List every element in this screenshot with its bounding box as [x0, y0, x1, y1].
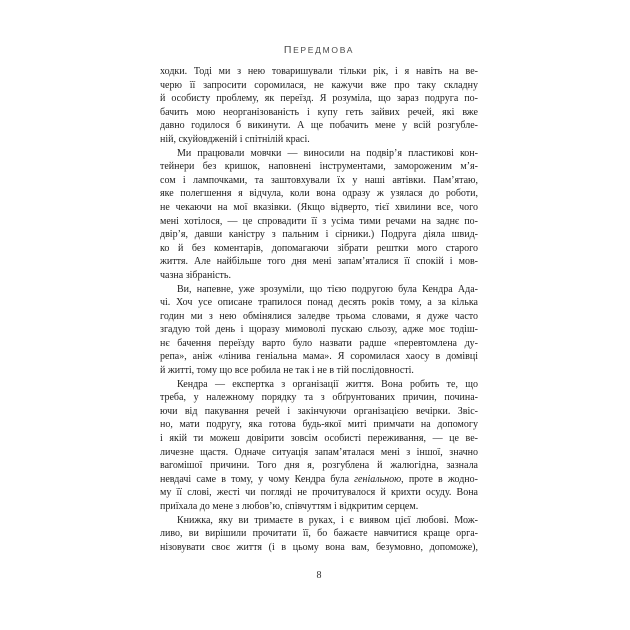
text-line: Ви, напевне, уже зрозуміли, що тією подругою була Кендра Ада-	[177, 283, 478, 295]
text-line: личезне щастя. Одначе ситуація запам’яталася мені з іншої, значно	[160, 446, 478, 458]
chapter-heading: ПЕРЕДМОВА	[283, 44, 355, 56]
text-line: нізовувати своє життя (і в цьому вона вам, безумовно, допоможе),	[160, 541, 478, 553]
page-number: 8	[316, 570, 322, 581]
text-line: тейнери без кришок, наповнені інструментами, замороженим м’я-	[160, 161, 478, 173]
text-line: Ми працювали мовчки — виносили на подвір’я пластикові кон-	[177, 147, 478, 159]
text-line: приїхала до мене з любов’ю, співчуттям і відкритим серцем.	[160, 501, 419, 512]
text-line: двір’я, давши каністру з пальним і сірники.) Подруга діяла швид-	[160, 229, 478, 241]
text-line: бачить мою неорганізованість і купу геть зайвих речей, які вже	[160, 106, 478, 118]
page-body	[160, 65, 478, 554]
text-line: чазна зібраність.	[160, 269, 231, 281]
text-line: яке полегшення я відчула, коли вона одразу ж узялася до роботи,	[160, 188, 478, 200]
text-line: чі. Хоч усе описане трапилося понад десять років тому, а за кілька	[160, 297, 478, 309]
text-line: му її слові, жесті чи погляді не прочитувалося й крихти осуду. Вона	[160, 487, 478, 499]
text-line: сом і лампочками, та заштовхували їх у наші автівки. Пам’ятаю,	[160, 174, 478, 186]
text-line: годин ми з нею обмінялися заледве трьома словами, я дуже часто	[160, 310, 478, 322]
text-line: черю її запросити соромилася, не кажучи вже про таку складну	[160, 79, 478, 91]
text-line: Кендра — експертка з організації життя. Вона робить те, що	[177, 378, 478, 390]
text-line: Книжка, яку ви тримаєте в руках, і є виявом цієї любові. Мож-	[177, 514, 478, 526]
text-line: і якій ти можеш довірити зовсім особисті переживання, — це ве-	[160, 433, 478, 445]
text-line: ко й без коментарів, допомагаючи зібрати рештки мого старого	[160, 242, 478, 254]
text-line: но, мати подругу, яка готова будь-якої миті примчати на допомогу	[160, 419, 478, 431]
text-line: давно годилося б викинути. А ще побачить мене у всій розгубле-	[160, 120, 478, 132]
text-line: життя. Але найбільше того дня мені запам’яталися її спокій і мов-	[160, 256, 478, 268]
text-line: ходки. Тоді ми з нею товаришували тільки рік, і я навіть на ве-	[160, 66, 478, 77]
text-line: ючи від пакування речей і закінчуючи організацією вечірки. Звіс-	[160, 405, 478, 417]
text-line: мені хотілося, — це спровадити її з усіма тими речами на заднє по-	[160, 215, 478, 227]
text-line: ливо, ви вирішили прочитати її, бо бажаєте навчитися краще орга-	[160, 528, 478, 540]
text-line: вагомішої причини. Того дня я, розгублена й жалюгідна, зазнала	[160, 460, 478, 472]
text-line: не чекаючи на мої вказівки. (Якщо відверто, тієї хвилини все, чого	[160, 201, 478, 213]
text-line: нє бачення переїзду варто було назвати радше «перевтомлена ду-	[160, 337, 478, 349]
text-line: невдачі саме в тому, у чому Кендра була геніальною, проте в жодно-	[160, 473, 478, 485]
text-line: репа», аніж «лінива геніальна мама». Я соромилася хаосу в домівці	[160, 351, 478, 363]
text-line: згадую той день і щоразу мимоволі пускаю сльозу, адже моє тодіш-	[160, 324, 478, 336]
text-line: й особисту проблему, як переїзд. Я розуміла, що зараз подруга по-	[160, 93, 478, 105]
text-line: й житті, тому що все робила не так і не в тій послідовності.	[160, 365, 414, 377]
text-line: треба, у належному порядку та з обґрунтованих причин, почина-	[160, 392, 478, 404]
text-line: ній, скуйовдженій і спітнілій красі.	[160, 133, 310, 145]
